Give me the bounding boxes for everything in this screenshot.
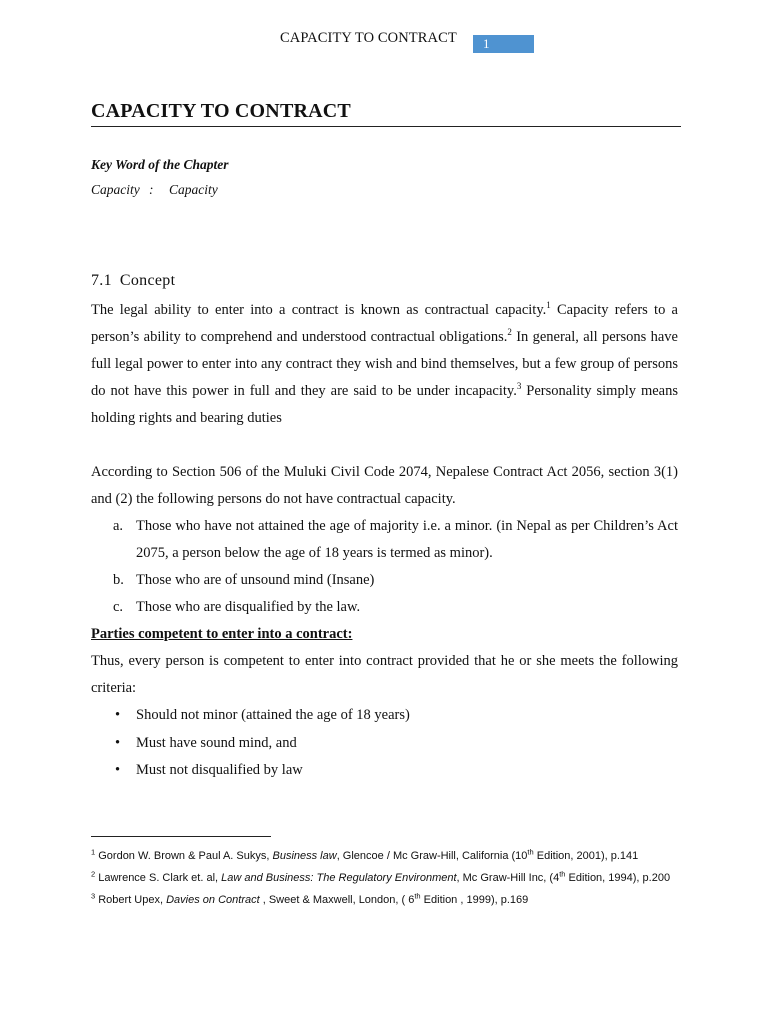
list-item-text: Must have sound mind, and xyxy=(136,734,297,751)
chapter-title: CAPACITY TO CONTRACT xyxy=(91,100,351,122)
running-header-title: CAPACITY TO CONTRACT xyxy=(280,30,457,46)
footnote-edition-suffix: th xyxy=(559,869,566,879)
footnote-author: Robert Upex, xyxy=(98,894,167,906)
page-number-badge: 1 xyxy=(473,35,534,53)
section-title: Concept xyxy=(119,272,176,289)
key-word-term: Capacity xyxy=(91,182,140,197)
footnote-publisher: , Sweet & Maxwell, London, ( 6 xyxy=(259,894,415,906)
statute-paragraph: According to Section 506 of the Muluki Civil Code 2074, Nepalese Contract Act 2056, section 3(1) and (2) the following persons do not have contractual capacity. xyxy=(91,464,678,507)
key-word-definition: Capacity xyxy=(169,182,218,197)
footnote xyxy=(91,892,681,908)
footnote-separator-rule xyxy=(91,836,271,837)
footnote-tail: Edition, 1994), p.200 xyxy=(565,872,671,884)
list-item-text: Those who have not attained the age of majority i.e. a minor. (in Nepal as per Children’s Act 2075, a person below the age of 18 years is termed as minor). xyxy=(136,518,678,561)
list-item xyxy=(91,594,678,621)
list-item xyxy=(91,513,678,567)
footnote-ref-2[interactable]: 2 xyxy=(507,327,512,338)
footnote-edition-suffix: th xyxy=(527,847,534,857)
competent-intro-paragraph: Thus, every person is competent to enter into contract provided that he or she meets the following criteria: xyxy=(91,653,678,696)
title-underline-rule xyxy=(91,126,681,127)
footnote-title: Davies on Contract xyxy=(166,894,260,906)
footnote-publisher: , Mc Graw-Hill Inc, (4 xyxy=(456,872,560,884)
footnote-author: Gordon W. Brown & Paul A. Sukys, xyxy=(98,850,273,862)
section-number: 7.1 xyxy=(91,272,112,289)
footnote xyxy=(91,870,681,886)
list-item-text: Must not disqualified by law xyxy=(136,762,303,778)
paragraph-sentence: In general, all persons have full legal power to enter into any contract they wish and bind themselves, but a few group of persons do not have this power in full and they are said to be under incapacity. xyxy=(91,329,678,399)
footnote-publisher: , Glencoe / Mc Graw-Hill, California (10 xyxy=(336,850,528,862)
footnote-ref-3[interactable]: 3 xyxy=(516,381,522,392)
footnote-title: Business law xyxy=(272,850,337,862)
key-words-heading: Key Word of the Chapter xyxy=(91,157,229,172)
footnote-number: 3 xyxy=(91,891,96,901)
footnote-ref-1[interactable]: 1 xyxy=(546,300,551,311)
footnote xyxy=(91,848,681,864)
paragraph-sentence: Personality simply means holding rights and bearing duties xyxy=(91,383,678,426)
bullet-icon: • xyxy=(115,762,121,778)
list-item xyxy=(91,702,678,730)
list-item xyxy=(91,757,678,785)
list-item xyxy=(91,567,678,594)
bullet-icon: • xyxy=(115,734,121,751)
section-heading xyxy=(91,272,175,290)
footnote-number: 2 xyxy=(91,869,96,879)
concept-paragraph xyxy=(91,297,678,432)
footnote-edition-suffix: th xyxy=(414,891,421,901)
list-marker: c. xyxy=(113,599,124,615)
footnote-tail: Edition , 1999), p.169 xyxy=(420,894,529,906)
competent-parties-heading: Parties competent to enter into a contract: xyxy=(91,626,353,642)
footnote-title: Law and Business: The Regulatory Environment xyxy=(221,872,457,884)
paragraph-sentence: The legal ability to enter into a contract is known as contractual capacity. xyxy=(91,302,547,318)
list-item-text: Those who are disqualified by the law. xyxy=(136,599,361,615)
key-word-separator: : xyxy=(149,182,154,197)
list-item xyxy=(91,730,678,758)
list-marker: b. xyxy=(113,572,124,588)
footnote-author: Lawrence S. Clark et. al, xyxy=(98,872,222,884)
footnote-tail: Edition, 2001), p.141 xyxy=(533,850,639,862)
paragraph-sentence: Capacity refers to a person’s ability to comprehend and understood contractual obligations. xyxy=(91,302,678,345)
footnote-number: 1 xyxy=(91,847,96,857)
list-marker: a. xyxy=(113,518,124,534)
key-word-row xyxy=(91,182,218,198)
footnotes xyxy=(91,848,681,914)
list-item-text: Those who are of unsound mind (Insane) xyxy=(136,572,375,588)
list-item-text: Should not minor (attained the age of 18 years) xyxy=(136,707,410,723)
criteria-list xyxy=(91,702,678,785)
bullet-icon: • xyxy=(115,707,121,723)
incapacity-list xyxy=(91,513,678,621)
